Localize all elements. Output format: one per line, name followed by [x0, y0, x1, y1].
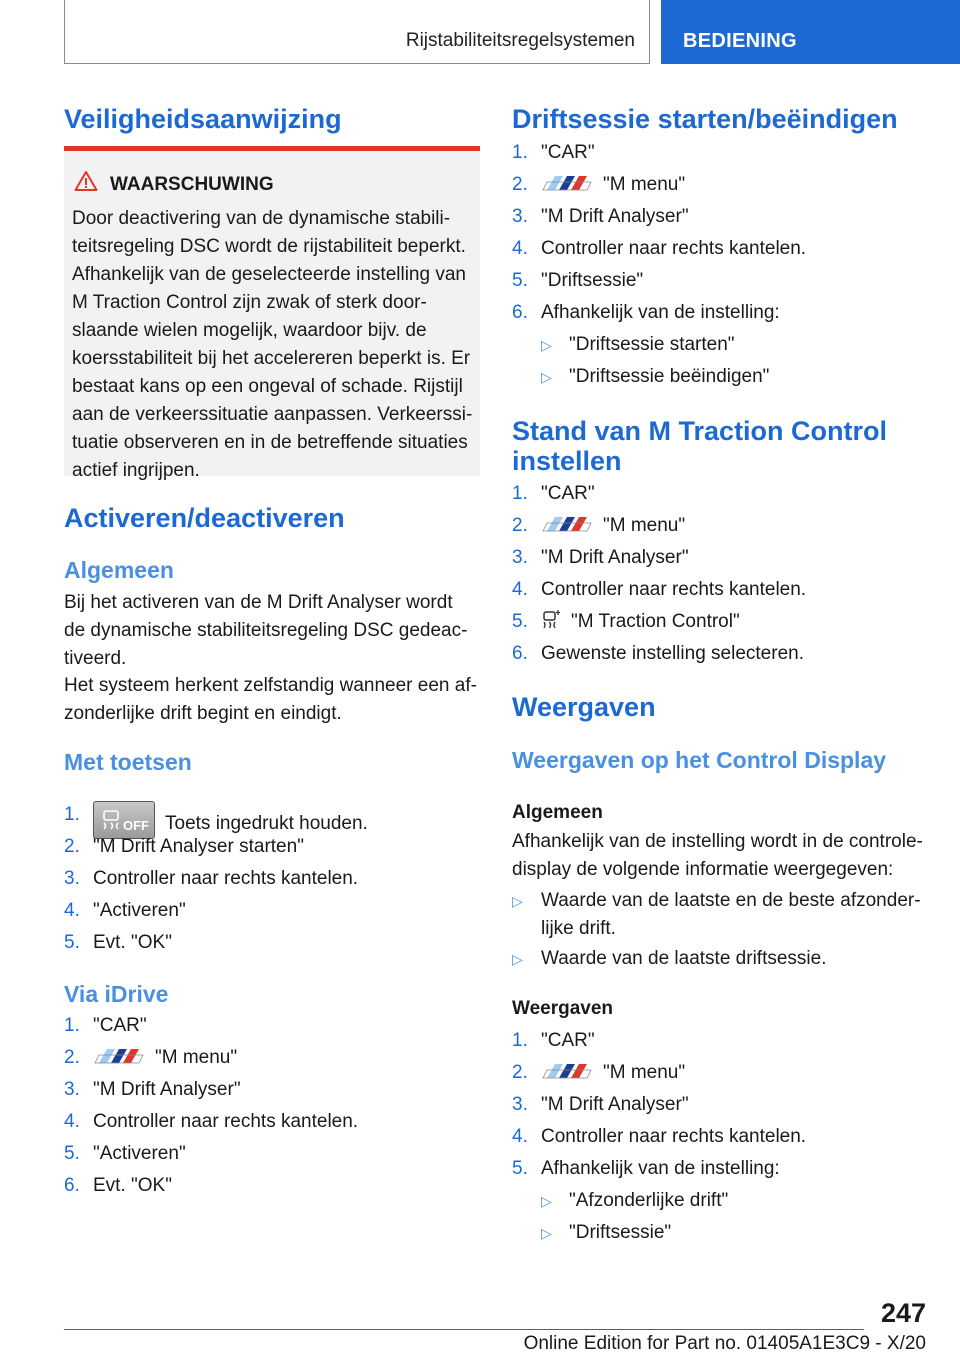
list-number: 6.: [64, 1175, 80, 1196]
list-text: Controller naar rechts kantelen.: [93, 1111, 359, 1132]
list-text: "Activeren": [93, 1143, 186, 1164]
list-text: "Driftsessie starten": [569, 334, 735, 355]
list-text: [541, 171, 685, 199]
warning-line: Door deactivering van de dynamische stabili-: [72, 208, 451, 229]
list-text: "CAR": [93, 1015, 147, 1036]
list-number: 5.: [512, 611, 528, 632]
list-text: [541, 1059, 685, 1087]
list-number: 4.: [512, 579, 528, 600]
header-section-box: [64, 0, 650, 64]
display-title: Weergaven op het Control Display: [512, 747, 887, 773]
list-text: "Afzonderlijke drift": [569, 1190, 729, 1211]
list-number: 1.: [512, 1030, 528, 1051]
list-text: Gewenste instelling selecteren.: [541, 643, 804, 664]
triangle-bullet-icon: ▷: [541, 1193, 552, 1209]
list-text: Evt. "OK": [93, 932, 172, 953]
list-number: 6.: [512, 302, 528, 323]
list-number: 4.: [64, 900, 80, 921]
traction-control-icon: [541, 609, 561, 631]
warning-line: koersstabiliteit bij het accelereren beperkt is. Er: [72, 348, 471, 369]
warning-line: aan de verkeerssituatie aanpassen. Verkeerssi-: [72, 404, 473, 425]
mtc-title-line-2: instellen: [512, 446, 622, 476]
list-text: Controller naar rechts kantelen.: [541, 579, 807, 600]
list-text: "Driftsessie beëindigen": [569, 366, 770, 387]
list-text: "M Drift Analyser": [541, 1094, 689, 1115]
list-text: "CAR": [541, 483, 595, 504]
list-number: 3.: [512, 1094, 528, 1115]
list-number: 5.: [512, 1158, 528, 1179]
list-text: Afhankelijk van de instelling:: [541, 302, 780, 323]
list-number: 3.: [512, 206, 528, 227]
activate-title: Activeren/deactiveren: [64, 503, 345, 533]
list-text: [541, 608, 740, 636]
list-text: "Driftsessie": [569, 1222, 672, 1243]
text-line: Bij het activeren van de M Drift Analyser wordt: [64, 592, 453, 613]
list-text: "Driftsessie": [541, 270, 644, 291]
footer-edition: Online Edition for Part no. 01405A1E3C9 - X/20: [523, 1333, 926, 1354]
list-text-value: "M Traction Control": [571, 611, 740, 632]
list-text: "CAR": [541, 1030, 595, 1051]
warning-line: actief ingrijpen.: [72, 460, 200, 481]
list-text: "M Drift Analyser starten": [93, 836, 304, 857]
list-number: 2.: [64, 1047, 80, 1068]
m-stripes-icon: [541, 1062, 595, 1080]
triangle-bullet-icon: ▷: [512, 951, 523, 967]
list-text: Controller naar rechts kantelen.: [541, 238, 807, 259]
list-number: 4.: [64, 1111, 80, 1132]
list-text: "CAR": [541, 142, 595, 163]
list-number: 2.: [64, 836, 80, 857]
general-text: [512, 828, 932, 884]
general-paragraph-1: [64, 589, 482, 673]
text-line: zonderlijke drift begint en eindigt.: [64, 703, 342, 724]
list-number: 1.: [64, 1015, 80, 1036]
list-number: 5.: [64, 932, 80, 953]
triangle-bullet-icon: ▷: [541, 369, 552, 385]
bullet-text: [541, 887, 931, 943]
list-text: Afhankelijk van de instelling:: [541, 1158, 780, 1179]
warning-text: [72, 205, 478, 485]
list-number: 1.: [512, 142, 528, 163]
footer-divider: [64, 1329, 864, 1330]
views-title: Weergaven: [512, 692, 656, 722]
off-label: OFF: [123, 818, 149, 833]
list-text: [93, 1044, 237, 1072]
warning-line: M Traction Control zijn zwak of sterk door-: [72, 292, 427, 313]
text-line: Waarde van de laatste en de beste afzonder-: [541, 890, 921, 911]
triangle-bullet-icon: ▷: [541, 337, 552, 353]
views-subtitle: Weergaven: [512, 998, 614, 1019]
list-number: 3.: [512, 547, 528, 568]
list-text: Controller naar rechts kantelen.: [541, 1126, 807, 1147]
m-stripes-icon: [93, 1047, 147, 1065]
list-text-value: Toets ingedrukt houden.: [165, 813, 368, 834]
text-line: lijke drift.: [541, 918, 616, 939]
list-text-value: "M menu": [603, 174, 686, 195]
general-title: Algemeen: [64, 557, 174, 583]
list-text-value: "M menu": [603, 515, 686, 536]
bullet-text: Waarde van de laatste driftsessie.: [541, 948, 827, 969]
warning-line: bestaat kans op een ongeval of schade. Rijstijl: [72, 376, 463, 397]
warning-line: teitsregeling DSC wordt de rijstabiliteit beperkt.: [72, 236, 466, 257]
warning-line: tuatie observeren en in de betreffende situaties: [72, 432, 468, 453]
page-number: 247: [880, 1298, 926, 1328]
triangle-bullet-icon: ▷: [512, 893, 523, 909]
skidding-car-icon: [100, 809, 122, 831]
list-number: 1.: [64, 804, 80, 825]
text-line: display de volgende informatie weergegeven:: [512, 859, 894, 880]
mtc-title-line-1: Stand van M Traction Control: [512, 416, 888, 446]
warning-box: [64, 151, 480, 481]
m-stripes-icon: [541, 174, 595, 192]
warning-label: WAARSCHUWING: [110, 174, 274, 195]
list-number: 2.: [512, 1062, 528, 1083]
list-number: 2.: [512, 515, 528, 536]
list-number: 3.: [64, 868, 80, 889]
list-text: "Activeren": [93, 900, 186, 921]
general-subtitle: Algemeen: [512, 802, 603, 823]
list-number: 4.: [512, 1126, 528, 1147]
text-line: tiveerd.: [64, 648, 127, 669]
drift-title: Driftsessie starten/beëindigen: [512, 104, 898, 134]
list-text: [541, 512, 685, 540]
triangle-bullet-icon: ▷: [541, 1225, 552, 1241]
header-section-title: Rijstabiliteitsregelsystemen: [405, 30, 635, 51]
list-text-value: "M menu": [603, 1062, 686, 1083]
keys-title: Met toetsen: [64, 749, 192, 775]
general-paragraph-2: [64, 672, 482, 728]
list-number: 5.: [64, 1143, 80, 1164]
list-number: 2.: [512, 174, 528, 195]
list-text: "M Drift Analyser": [541, 547, 689, 568]
list-number: 4.: [512, 238, 528, 259]
header-tab-label: BEDIENING: [683, 30, 797, 52]
safety-title: Veiligheidsaanwijzing: [64, 104, 342, 134]
text-line: de dynamische stabiliteitsregeling DSC gedeac-: [64, 620, 468, 641]
list-text-value: "M menu": [155, 1047, 238, 1068]
list-text: Evt. "OK": [93, 1175, 172, 1196]
list-number: 3.: [64, 1079, 80, 1100]
list-text: "M Drift Analyser": [93, 1079, 241, 1100]
list-number: 5.: [512, 270, 528, 291]
warning-line: Afhankelijk van de geselecteerde instelling van: [72, 264, 466, 285]
m-stripes-icon: [541, 515, 595, 533]
list-text: "M Drift Analyser": [541, 206, 689, 227]
list-number: 6.: [512, 643, 528, 664]
text-line: Het systeem herkent zelfstandig wanneer een af-: [64, 675, 477, 696]
text-line: Afhankelijk van de instelling wordt in de controle-: [512, 831, 923, 852]
header-tab: [661, 0, 960, 64]
list-text: Controller naar rechts kantelen.: [93, 868, 359, 889]
warning-line: slaande wielen mogelijk, waardoor bijv. de: [72, 320, 427, 341]
list-number: 1.: [512, 483, 528, 504]
idrive-title: Via iDrive: [64, 981, 169, 1007]
warning-triangle-icon: [74, 170, 98, 192]
